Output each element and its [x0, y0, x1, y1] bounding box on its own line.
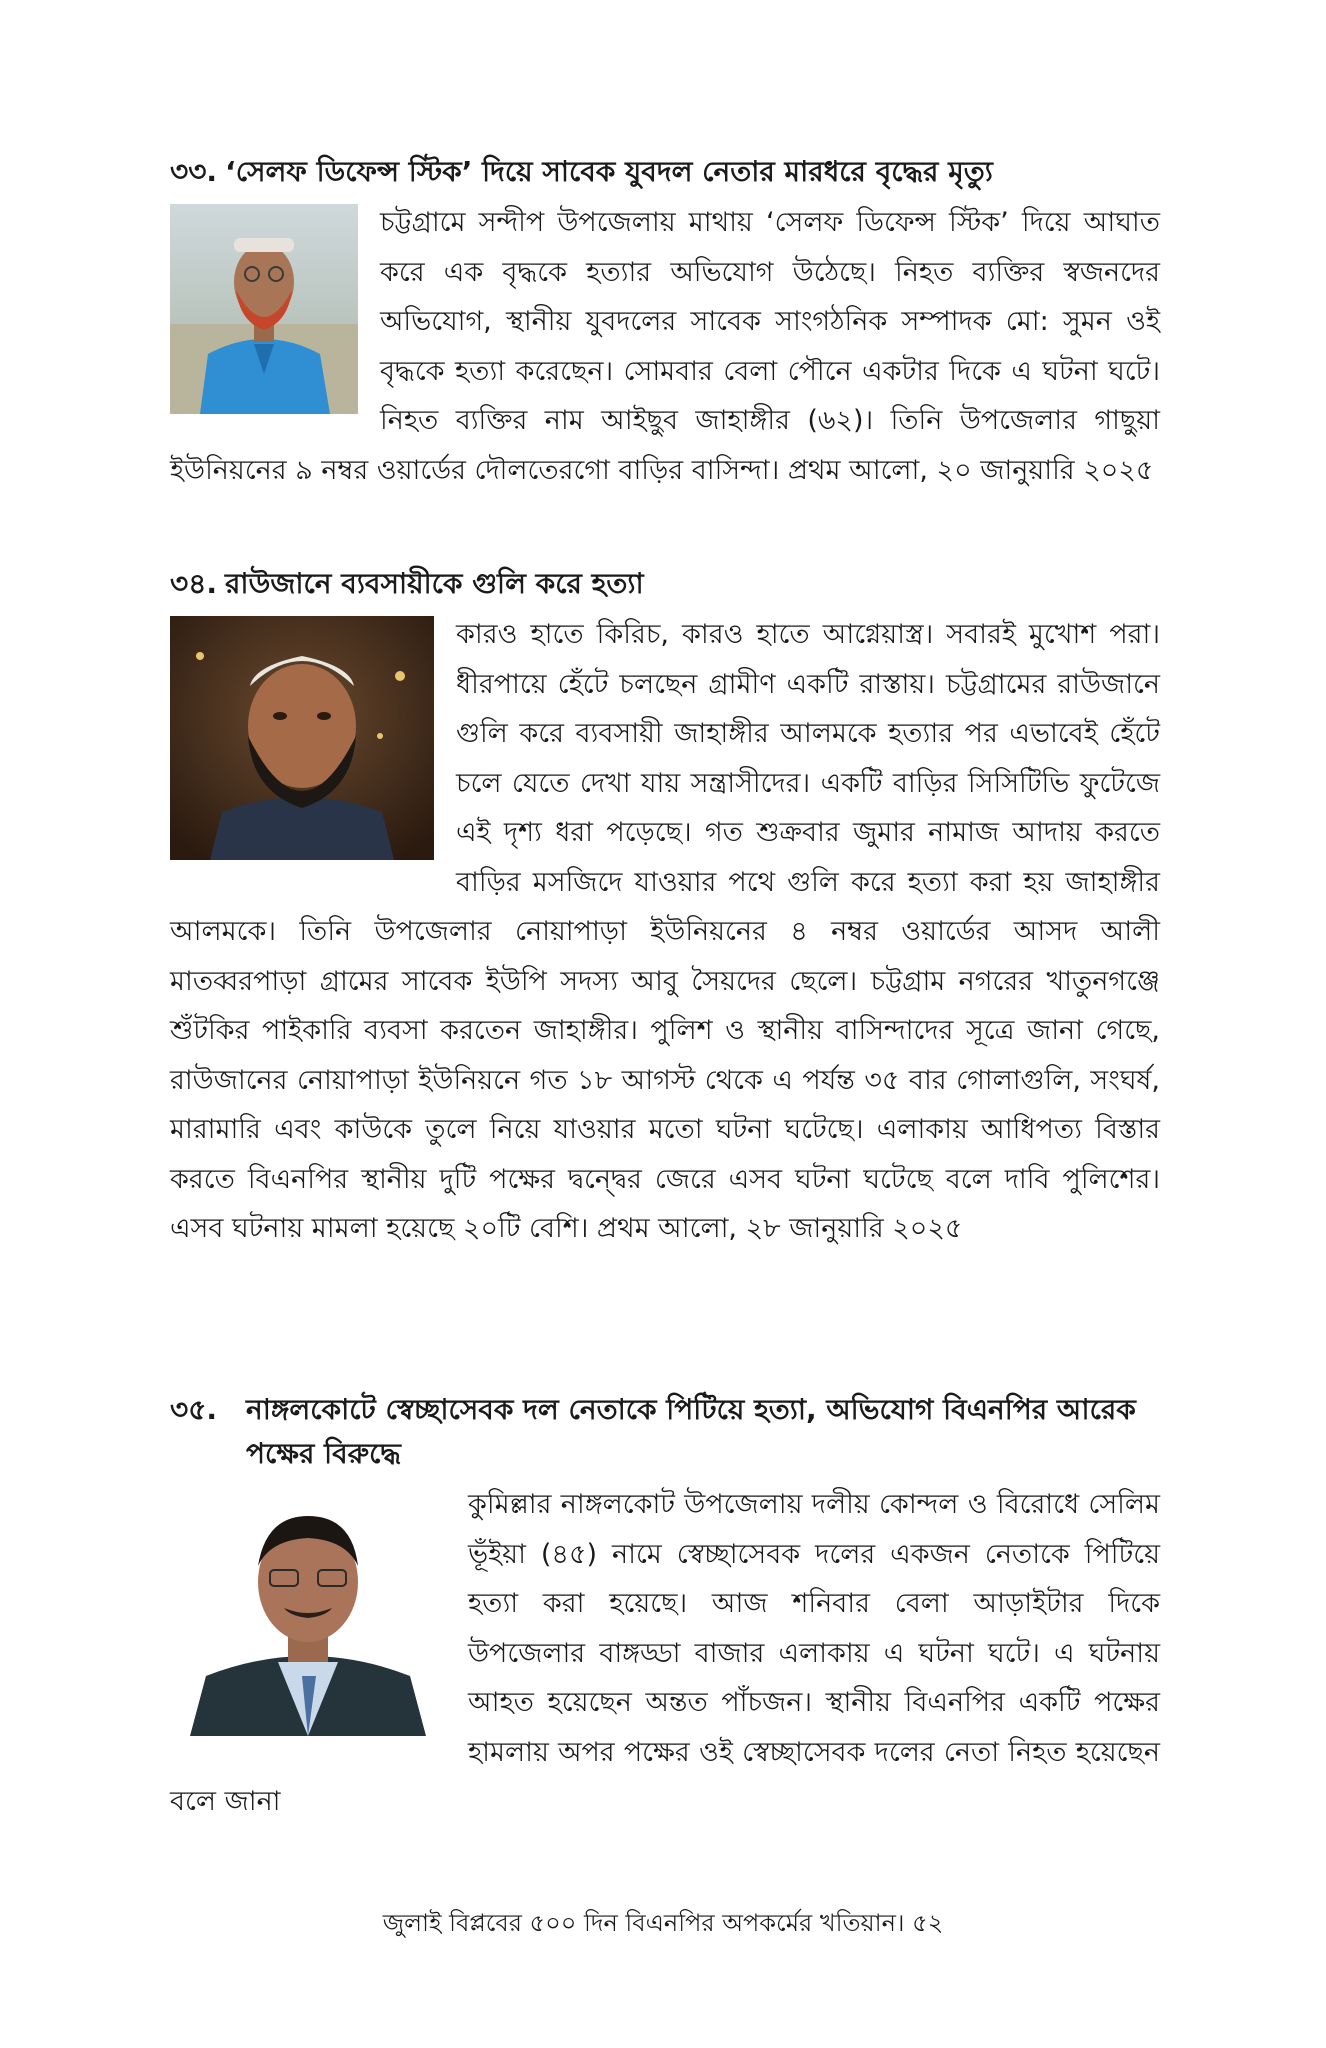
news-title: নাঙ্গলকোটে স্বেচ্ছাসেবক দল নেতাকে পিটিয়ে হত্যা, অভিযোগ বিএনপির আরেক পক্ষের বিরুদ্ধে — [246, 1393, 1136, 1470]
news-photo — [170, 616, 434, 860]
news-number: ৩৩. — [170, 155, 218, 188]
news-number: ৩৪. — [170, 567, 218, 600]
news-heading — [170, 1388, 1160, 1476]
page-footer: জুলাই বিপ্লবের ৫০০ দিন বিএনপির অপকর্মের খতিয়ান। ৫২ — [382, 1909, 944, 1937]
news-body: কারও হাতে কিরিচ, কারও হাতে আগ্নেয়াস্ত্র। সবারই মুখোশ পরা। ধীরপায়ে হেঁটে চলছেন গ্রামীণ একটি রাস্তায়। চট্টগ্রামের রাউজানে গুলি করে ব্যবসায়ী জাহাঙ্গীর আলমকে হত্যার পর এভাবেই হেঁটে চলে যেতে দেখা যায় সন্ত্রাসীদের। একটি বাড়ির সিসিটিভি ফুটেজে এই দৃশ্য ধরা পড়েছে। গত শুক্রবার জুমার নামাজ আদায় করতে বাড়ির মসজিদে যাওয়ার পথে গুলি করে হত্যা করা হয় জাহাঙ্গীর আলমকে। তিনি উপজেলার নোয়াপাড়া ইউনিয়নের ৪ নম্বর ওয়ার্ডের আসদ আলী মাতব্বরপাড়া গ্রামের সাবেক ইউপি সদস্য আবু সৈয়দের ছেলে। চট্টগ্রাম নগরের খাতুনগঞ্জে শুঁটকির পাইকারি ব্যবসা করতেন জাহাঙ্গীর। পুলিশ ও স্থানীয় বাসিন্দাদের সূত্রে জানা গেছে, রাউজানের নোয়াপাড়া ইউনিয়নে গত ১৮ আগস্ট থেকে এ পর্যন্ত ৩৫ বার গোলাগুলি, সংঘর্ষ, মারামারি এবং কাউকে তুলে নিয়ে যাওয়ার মতো ঘটনা ঘটেছে। এলাকায় আধিপত্য বিস্তার করতে বিএনপির স্থানীয় দুটি পক্ষের দ্বন্দ্বের জেরে এসব ঘটনা ঘটেছে বলে দাবি পুলিশের। এসব ঘটনায় মামলা হয়েছে ২০টি বেশি। প্রথম আলো, ২৮ জানুয়ারি ২০২৫ — [170, 619, 1160, 1244]
news-title: ‘সেলফ ডিফেন্স স্টিক’ দিয়ে সাবেক যুবদল নেতার মারধরে বৃদ্ধের মৃত্যু — [225, 155, 993, 188]
news-heading — [170, 562, 1160, 606]
news-body: কুমিল্লার নাঙ্গলকোট উপজেলায় দলীয় কোন্দল ও বিরোধে সেলিম ভূঁইয়া (৪৫) নামে স্বেচ্ছাসেবক দলের একজন নেতাকে পিটিয়ে হত্যা করা হয়েছে। আজ শনিবার বেলা আড়াইটার দিকে উপজেলার বাঙ্গড্ডা বাজার এলাকায় এ ঘটনা ঘটে। এ ঘটনায় আহত হয়েছেন অন্তত পাঁচজন। স্থানীয় বিএনপির একটি পক্ষের হামলায় অপর পক্ষের ওই স্বেচ্ছাসেবক দলের নেতা নিহত হয়েছেন বলে জানা — [170, 1489, 1160, 1817]
news-title: রাউজানে ব্যবসায়ীকে গুলি করে হত্যা — [225, 567, 644, 600]
news-body: চট্টগ্রামে সন্দীপ উপজেলায় মাথায় ‘সেলফ ডিফেন্স স্টিক’ দিয়ে আঘাত করে এক বৃদ্ধকে হত্যার অভিযোগ উঠেছে। নিহত ব্যক্তির স্বজনদের অভিযোগ, স্থানীয় যুবদলের সাবেক সাংগঠনিক সম্পাদক মো: সুমন ওই বৃদ্ধকে হত্যা করেছেন। সোমবার বেলা পৌনে একটার দিকে এ ঘটনা ঘটে। নিহত ব্যক্তির নাম আইছুব জাহাঙ্গীর (৬২)। তিনি উপজেলার গাছুয়া ইউনিয়নের ৯ নম্বর ওয়ার্ডের দৌলতেরগো বাড়ির বাসিন্দা। প্রথম আলো, ২০ জানুয়ারি ২০২৫ — [170, 207, 1160, 486]
news-item-33 — [170, 150, 1160, 550]
news-photo — [170, 204, 358, 414]
page-content — [170, 150, 1160, 1827]
news-number: ৩৫. — [170, 1393, 218, 1426]
news-heading — [170, 150, 1160, 194]
news-photo — [170, 1486, 446, 1736]
news-item-34 — [170, 562, 1160, 1350]
news-item-35 — [170, 1388, 1160, 1827]
